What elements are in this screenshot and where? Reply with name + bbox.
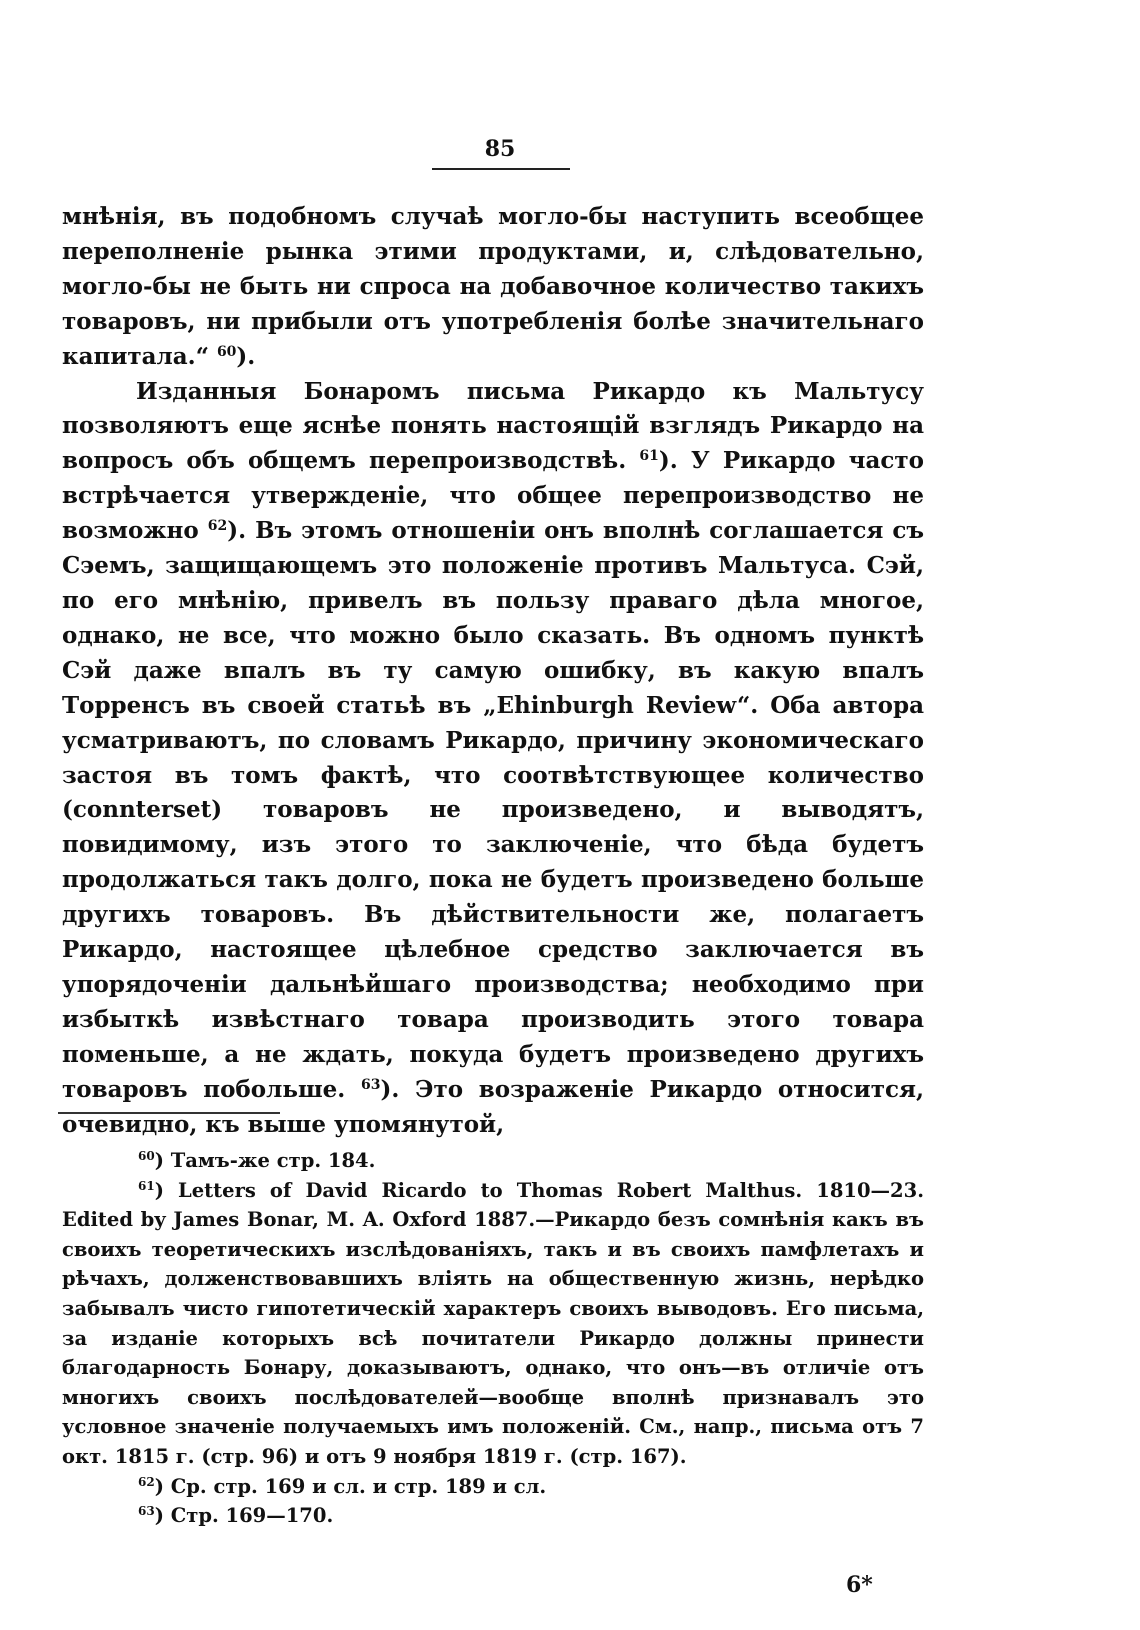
- main-text: [62, 200, 924, 1142]
- paragraph-text: ). У Рикардо часто встрѣчается утвержденіе, что общее перепроизводство не возможно: [62, 447, 924, 545]
- footnote-62: [62, 1472, 924, 1502]
- footnote-ref-60[interactable]: 60: [216, 343, 237, 360]
- footnote-60: [62, 1146, 924, 1176]
- footnote-63: [62, 1501, 924, 1531]
- footnote-number: 62: [138, 1474, 155, 1489]
- footnote-number: 63: [138, 1504, 155, 1519]
- paragraph-text: ). Въ этомъ отношеніи онъ вполнѣ соглашается съ Сэемъ, защищающемъ это положеніе противъ Мальтуса. Сэй, по его мнѣнію, привелъ въ пользу праваго дѣла многое, однако, не все, что можно было сказать. Въ одномъ пунктѣ Сэй даже впалъ въ ту самую ошибку, въ какую впалъ Торренсъ въ своей статьѣ въ „Ehinburgh Review“. Оба автора усматриваютъ, по словамъ Рикардо, причину экономическаго застоя въ томъ фактѣ, что соотвѣтствующее количество (connterset) товаровъ не произведено, и выводятъ, повидимому, изъ этого то заключеніе, что бѣда будетъ продолжаться такъ долго, пока не будетъ произведено больше другихъ товаровъ. Въ дѣйствительности же, полагаетъ Рикардо, настоящее цѣлебное средство заключается въ упорядоченіи дальнѣйшаго производства; необходимо при избыткѣ извѣстнаго товара производить этого товара поменьше, а не ждать, покуда будетъ произведено другихъ товаровъ побольше.: [62, 517, 924, 1103]
- paragraph-continued: [62, 200, 924, 375]
- signature-mark: 6*: [846, 1572, 873, 1598]
- footnote-text: ) Ср. стр. 169 и сл. и стр. 189 и сл.: [154, 1474, 547, 1498]
- footnote-ref-63[interactable]: 63: [361, 1076, 381, 1093]
- footnote-ref-61[interactable]: 61: [639, 448, 659, 465]
- footnote-ref-62[interactable]: 62: [207, 518, 228, 535]
- footnote-text: ) Тамъ-же стр. 184.: [154, 1149, 376, 1172]
- footnote-text: ) Letters of David Ricardo to Thomas Robert Malthus. 1810—23. Edited by James Bonar, M. A. Oxford 1887.—Рикардо безъ сомнѣнія какъ въ своихъ теоретическихъ изслѣдованіяхъ, такъ и въ своихъ памфлетахъ и рѣчахъ, долженствовавшихъ вліять на общественную жизнь, нерѣдко забывалъ чисто гипотетическій характеръ своихъ выводовъ. Его письма, за изданіе которыхъ всѣ почитатели Рикардо должны принести благодарность Бонару, доказываютъ, однако, что онъ—въ отличіе отъ многихъ своихъ послѣдователей—вообще вполнѣ признавалъ это условное значеніе получаемыхъ имъ положеній. См., напр., письма отъ 7 окт. 1815 г. (стр. 96) и отъ 9 ноября 1819 г. (стр. 167).: [62, 1178, 924, 1468]
- paragraph-text: мнѣнія, въ подобномъ случаѣ могло-бы наступить всеобщее переполненіе рынка этими продуктами, и, слѣдовательно, могло-бы не быть ни спроса на добавочное количество такихъ товаровъ, ни прибыли отъ употребленія болѣе значительнаго капитала.“: [62, 203, 924, 370]
- paragraph-text: ).: [236, 342, 256, 370]
- footnote-number: 61: [138, 1178, 155, 1193]
- page-number: 85: [484, 136, 516, 162]
- paragraph-text: ). Это возраженіе Рикардо относится, очевидно, къ выше упомянутой,: [62, 1075, 924, 1138]
- footnote-number: 60: [138, 1149, 155, 1163]
- paragraph: [62, 375, 924, 1143]
- footnote-61: [62, 1176, 924, 1472]
- footnote-separator: [58, 1112, 280, 1114]
- footnotes: [62, 1146, 924, 1531]
- header-rule: [432, 168, 570, 170]
- paragraph-text: Изданныя Бонаромъ письма Рикардо къ Мальтусу позволяютъ еще яснѣе понять настоящій взглядъ Рикардо на вопросъ объ общемъ перепроизводствѣ.: [62, 377, 924, 475]
- footnote-text: ) Стр. 169—170.: [154, 1504, 334, 1528]
